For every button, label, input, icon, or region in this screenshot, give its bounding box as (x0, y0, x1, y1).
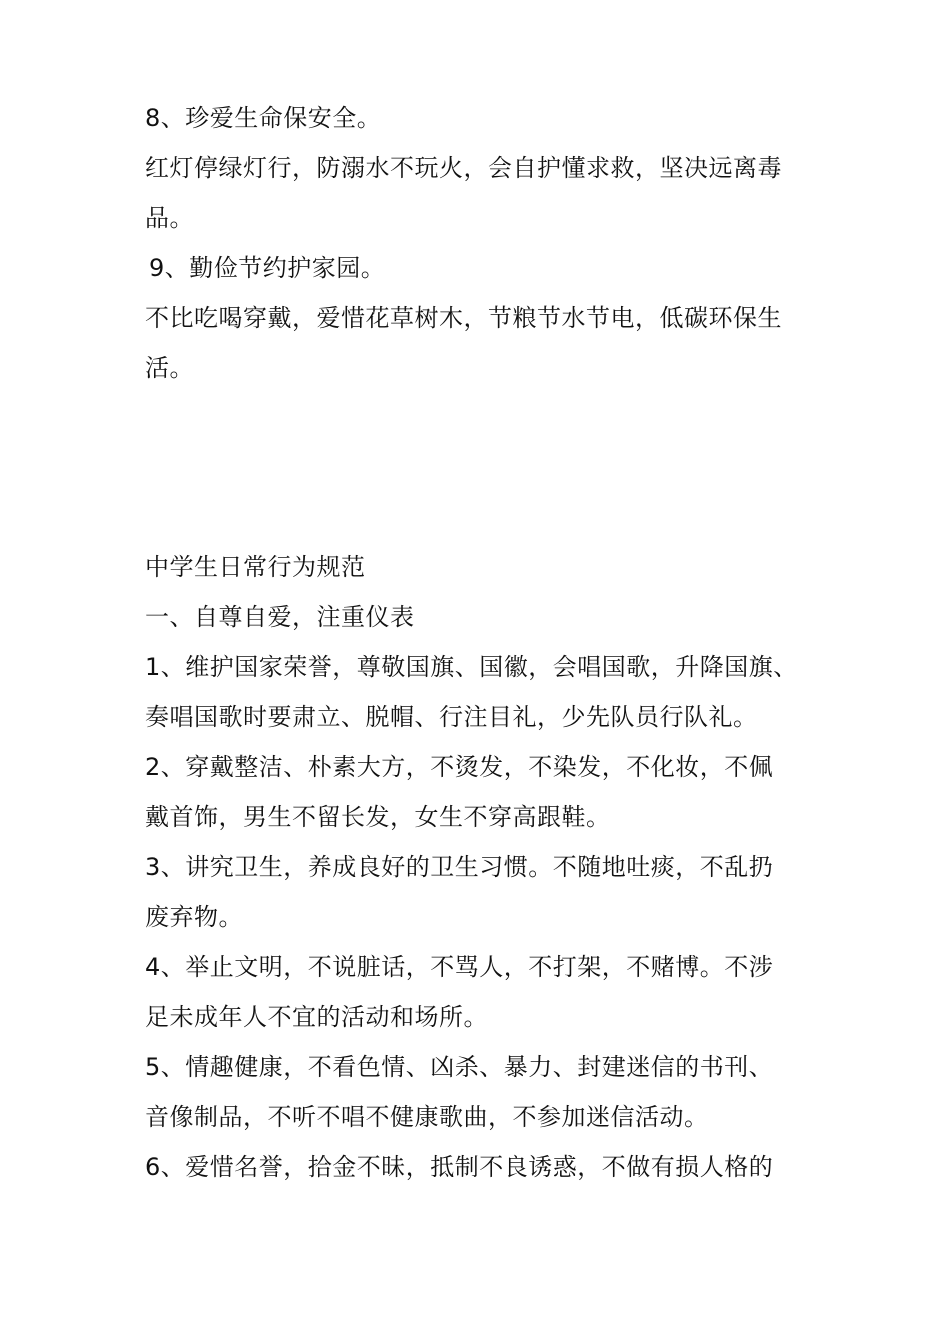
item-9-body-line-2: 活。 (145, 354, 194, 382)
rule-4-line-1: 4、举止文明，不说脏话，不骂人，不打架，不赌博。不涉 (145, 953, 774, 981)
rule-1-line-1: 1、维护国家荣誉，尊敬国旗、国徽，会唱国歌，升降国旗、 (145, 653, 798, 681)
chapter-heading: 一、自尊自爱，注重仪表 (145, 603, 415, 631)
item-8-body-line-1: 红灯停绿灯行，防溺水不玩火，会自护懂求救，坚决远离毒 (145, 154, 782, 182)
rule-3-line-1: 3、讲究卫生，养成良好的卫生习惯。不随地吐痰，不乱扔 (145, 853, 774, 881)
rule-6-line-1: 6、爱惜名誉，拾金不昧，抵制不良诱惑，不做有损人格的 (145, 1153, 774, 1181)
item-9-body-line-1: 不比吃喝穿戴，爱惜花草树木，节粮节水节电，低碳环保生 (145, 304, 782, 332)
item-8-body-line-2: 品。 (145, 204, 194, 232)
rule-2-line-1: 2、穿戴整洁、朴素大方，不烫发，不染发，不化妆，不佩 (145, 753, 774, 781)
rule-4-line-2: 足未成年人不宜的活动和场所。 (145, 1003, 488, 1031)
item-8-heading: 8、珍爱生命保安全。 (145, 104, 382, 132)
document-title: 中学生日常行为规范 (145, 553, 366, 581)
item-9-heading: 9、勤俭节约护家园。 (149, 254, 386, 282)
rule-3-line-2: 废弃物。 (145, 903, 243, 931)
rule-1-line-2: 奏唱国歌时要肃立、脱帽、行注目礼，少先队员行队礼。 (145, 703, 758, 731)
rule-5-line-2: 音像制品，不听不唱不健康歌曲，不参加迷信活动。 (145, 1103, 709, 1131)
rule-5-line-1: 5、情趣健康，不看色情、凶杀、暴力、封建迷信的书刊、 (145, 1053, 774, 1081)
rule-2-line-2: 戴首饰，男生不留长发，女生不穿高跟鞋。 (145, 803, 611, 831)
